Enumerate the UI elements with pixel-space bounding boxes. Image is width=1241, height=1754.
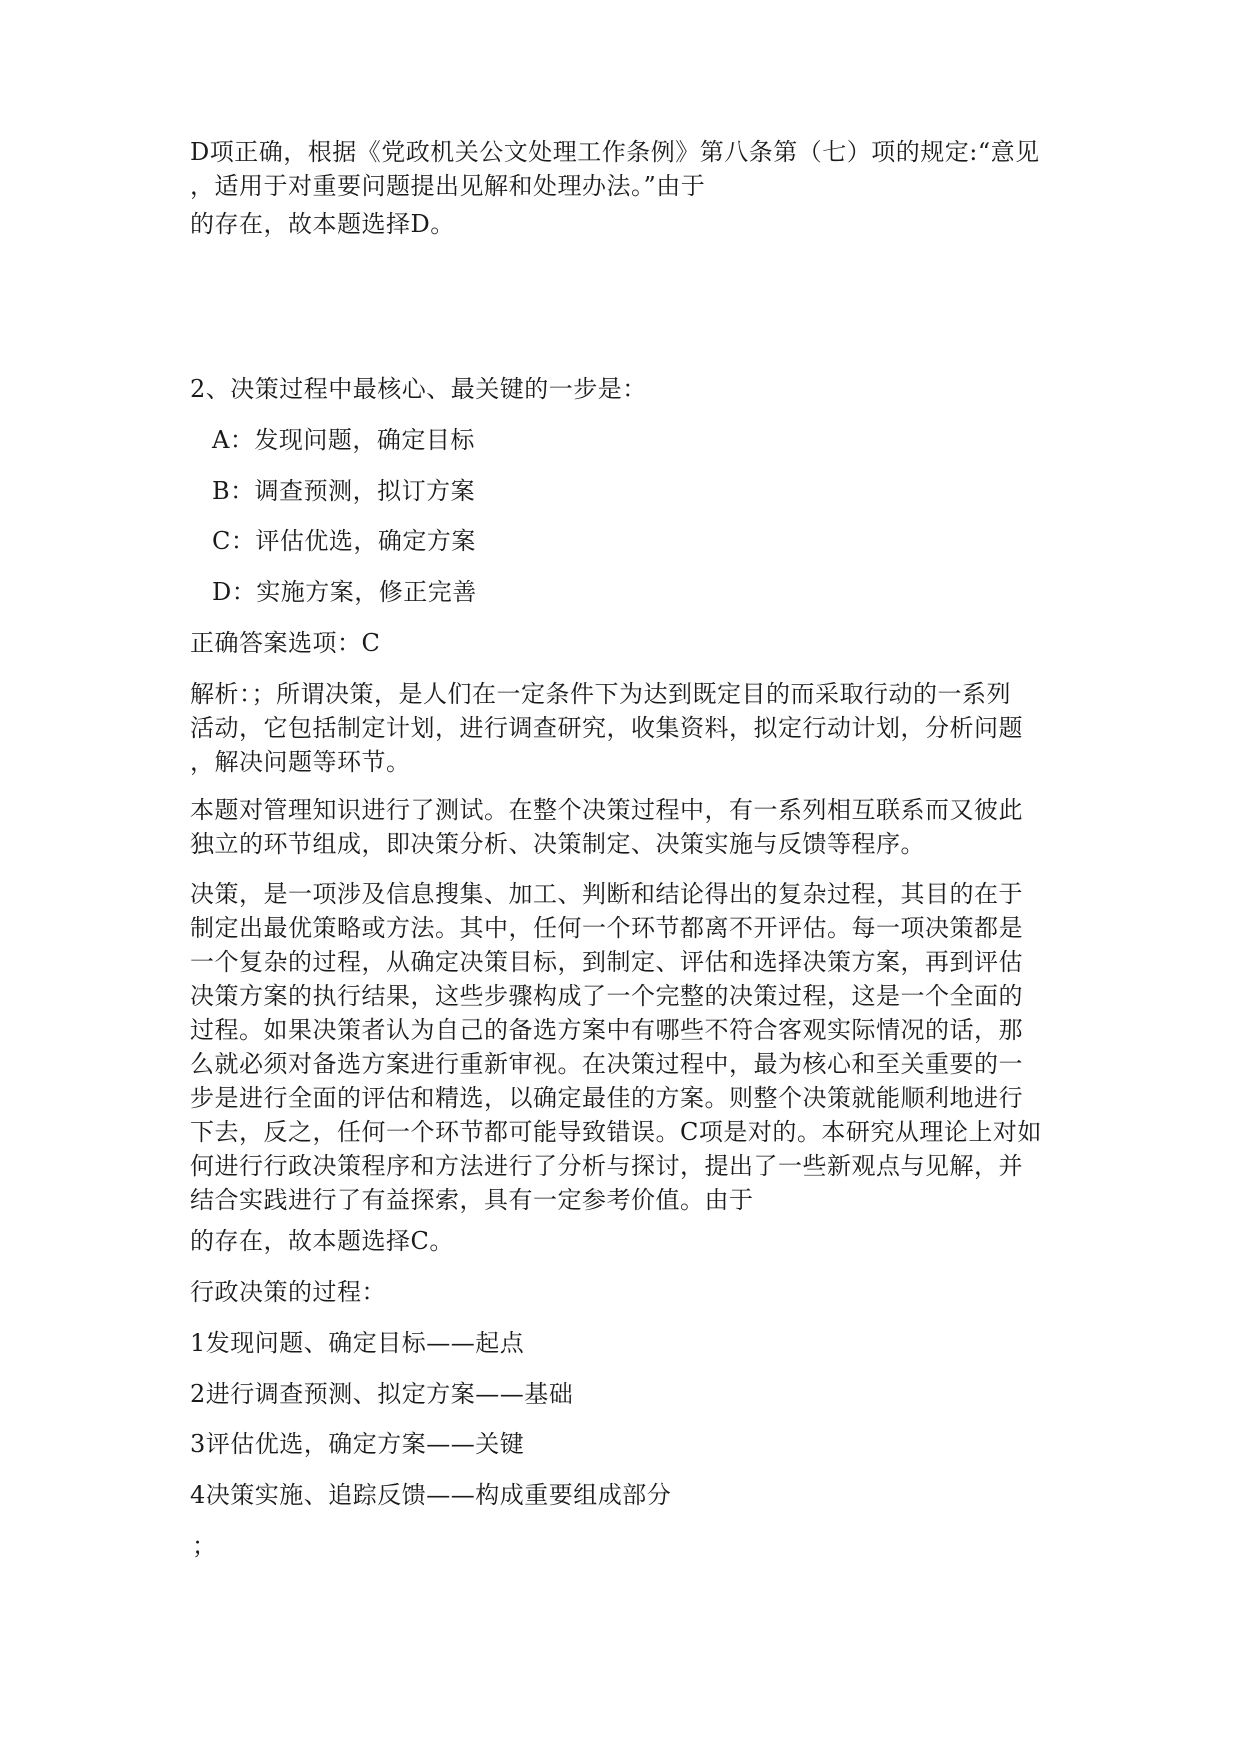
end-mark: ；	[192, 1532, 217, 1560]
process-step-1: 1发现问题、确定目标——起点	[190, 1329, 525, 1357]
process-title: 行政决策的过程：	[190, 1278, 386, 1306]
process-step-2: 2进行调查预测、拟定方案——基础	[190, 1380, 574, 1408]
text-line: 何进行行政决策程序和方法进行了分析与探讨，提出了一些新观点与见解，并	[190, 1152, 1023, 1180]
analysis-paragraph-2	[190, 793, 1060, 861]
previous-conclusion: 的存在，故本题选择D。	[190, 210, 455, 238]
text-line: ，适用于对重要问题提出见解和处理办法。”由于	[190, 172, 706, 200]
question-stem: 2、决策过程中最核心、最关键的一步是：	[190, 375, 647, 403]
text-line: 过程。如果决策者认为自己的备选方案中有哪些不符合客观实际情况的话，那	[190, 1016, 1023, 1044]
process-step-4: 4决策实施、追踪反馈——构成重要组成部分	[190, 1481, 672, 1509]
text-line: 一个复杂的过程，从确定决策目标，到制定、评估和选择决策方案，再到评估	[190, 948, 1023, 976]
option-a: A：发现问题，确定目标	[212, 426, 475, 454]
text-line: 么就必须对备选方案进行重新审视。在决策过程中，最为核心和至关重要的一	[190, 1050, 1023, 1078]
text-line: 下去，反之，任何一个环节都可能导致错误。C项是对的。本研究从理论上对如	[190, 1118, 1042, 1146]
option-b: B：调查预测，拟订方案	[212, 477, 476, 505]
text-line: ，解决问题等环节。	[190, 748, 411, 776]
text-line: 决策，是一项涉及信息搜集、加工、判断和结论得出的复杂过程，其目的在于	[190, 880, 1023, 908]
text-line: 制定出最优策略或方法。其中，任何一个环节都离不开评估。每一项决策都是	[190, 914, 1023, 942]
option-d: D：实施方案，修正完善	[212, 578, 477, 606]
analysis-intro	[190, 677, 1060, 779]
previous-explanation	[190, 135, 1060, 203]
text-line: D项正确，根据《党政机关公文处理工作条例》第八条第（七）项的规定:“意见	[190, 138, 1040, 166]
correct-answer: 正确答案选项：C	[190, 629, 381, 657]
analysis-paragraph-3	[190, 877, 1060, 1217]
process-step-3: 3评估优选，确定方案——关键	[190, 1430, 525, 1458]
analysis-conclusion: 的存在，故本题选择C。	[190, 1227, 454, 1255]
text-line: 活动，它包括制定计划，进行调查研究，收集资料，拟定行动计划，分析问题	[190, 714, 1023, 742]
text-line: 本题对管理知识进行了测试。在整个决策过程中，有一系列相互联系而又彼此	[190, 796, 1023, 824]
text-line: 解析：；所谓决策，是人们在一定条件下为达到既定目的而采取行动的一系列	[190, 680, 1011, 708]
text-line: 结合实践进行了有益探索，具有一定参考价值。由于	[190, 1186, 754, 1214]
option-c: C：评估优选，确定方案	[212, 527, 476, 555]
text-line: 独立的环节组成，即决策分析、决策制定、决策实施与反馈等程序。	[190, 830, 925, 858]
text-line: 步是进行全面的评估和精选，以确定最佳的方案。则整个决策就能顺利地进行	[190, 1084, 1023, 1112]
text-line: 决策方案的执行结果，这些步骤构成了一个完整的决策过程，这是一个全面的	[190, 982, 1023, 1010]
